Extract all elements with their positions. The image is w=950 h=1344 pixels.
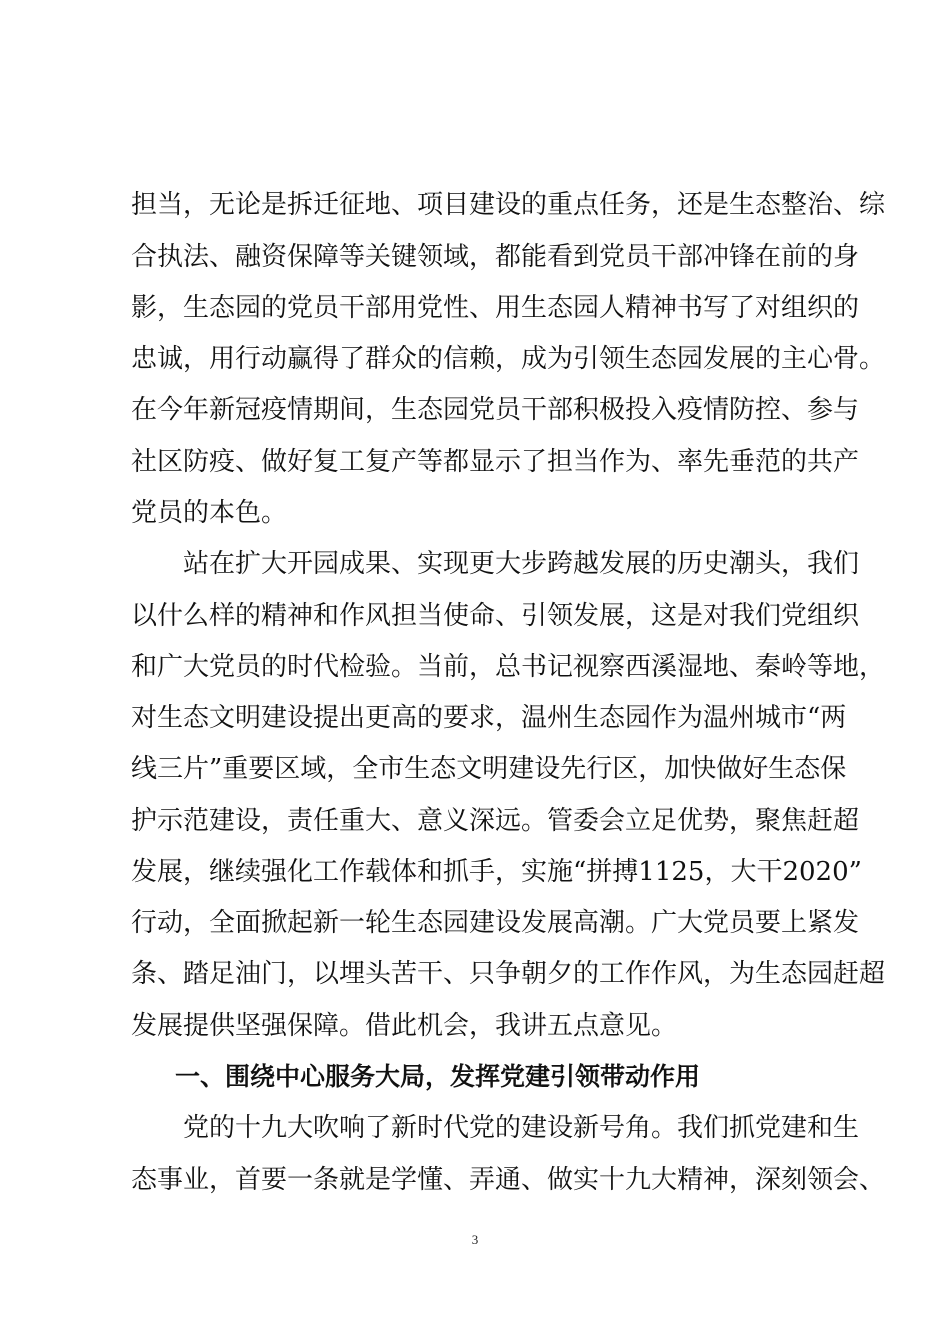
- paragraph-3-line-2: 态事业，首要一条就是学懂、弄通、做实十九大精神，深刻领会、: [131, 1165, 886, 1195]
- paragraph-1-line-2: 合执法、融资保障等关键领域，都能看到党员干部冲锋在前的身: [131, 242, 860, 272]
- paragraph-2-line-9: 条、踏足油门，以埋头苦干、只争朝夕的工作作风，为生态园赶超: [131, 959, 886, 989]
- paragraph-1-line-1: 担当，无论是拆迁征地、项目建设的重点任务，还是生态整治、综: [131, 190, 886, 220]
- paragraph-2-line-2: 以什么样的精神和作风担当使命、引领发展，这是对我们党组织: [131, 601, 860, 631]
- paragraph-2-line-1: 站在扩大开园成果、实现更大步跨越发展的历史潮头，我们: [183, 549, 860, 579]
- paragraph-1-line-6: 社区防疫、做好复工复产等都显示了担当作为、率先垂范的共产: [131, 447, 860, 477]
- paragraph-1-line-3: 影，生态园的党员干部用党性、用生态园人精神书写了对组织的: [131, 293, 860, 323]
- section-heading: 一、围绕中心服务大局，发挥党建引领带动作用: [175, 1062, 701, 1091]
- paragraph-2-line-10: 发展提供坚强保障。借此机会，我讲五点意见。: [131, 1011, 678, 1041]
- page-number: 3: [471, 1232, 479, 1247]
- paragraph-2-line-4: 对生态文明建设提出更高的要求，温州生态园作为温州城市“两: [131, 703, 847, 733]
- paragraph-2-line-7: 发展，继续强化工作载体和抓手，实施“拼搏1125，大干2020”: [131, 857, 862, 887]
- paragraph-3-line-1: 党的十九大吹响了新时代党的建设新号角。我们抓党建和生: [183, 1113, 860, 1143]
- paragraph-1-line-7: 党员的本色。: [131, 498, 288, 528]
- paragraph-2-line-5: 线三片”重要区域，全市生态文明建设先行区，加快做好生态保: [131, 754, 847, 784]
- paragraph-2-line-8: 行动，全面掀起新一轮生态园建设发展高潮。广大党员要上紧发: [131, 908, 860, 938]
- paragraph-1-line-4: 忠诚，用行动赢得了群众的信赖，成为引领生态园发展的主心骨。: [131, 344, 886, 374]
- paragraph-2-line-6: 护示范建设，责任重大、意义深远。管委会立足优势，聚焦赶超: [131, 806, 860, 836]
- paragraph-2-line-3: 和广大党员的时代检验。当前，总书记视察西溪湿地、秦岭等地，: [131, 652, 886, 682]
- paragraph-1-line-5: 在今年新冠疫情期间，生态园党员干部积极投入疫情防控、参与: [131, 395, 860, 425]
